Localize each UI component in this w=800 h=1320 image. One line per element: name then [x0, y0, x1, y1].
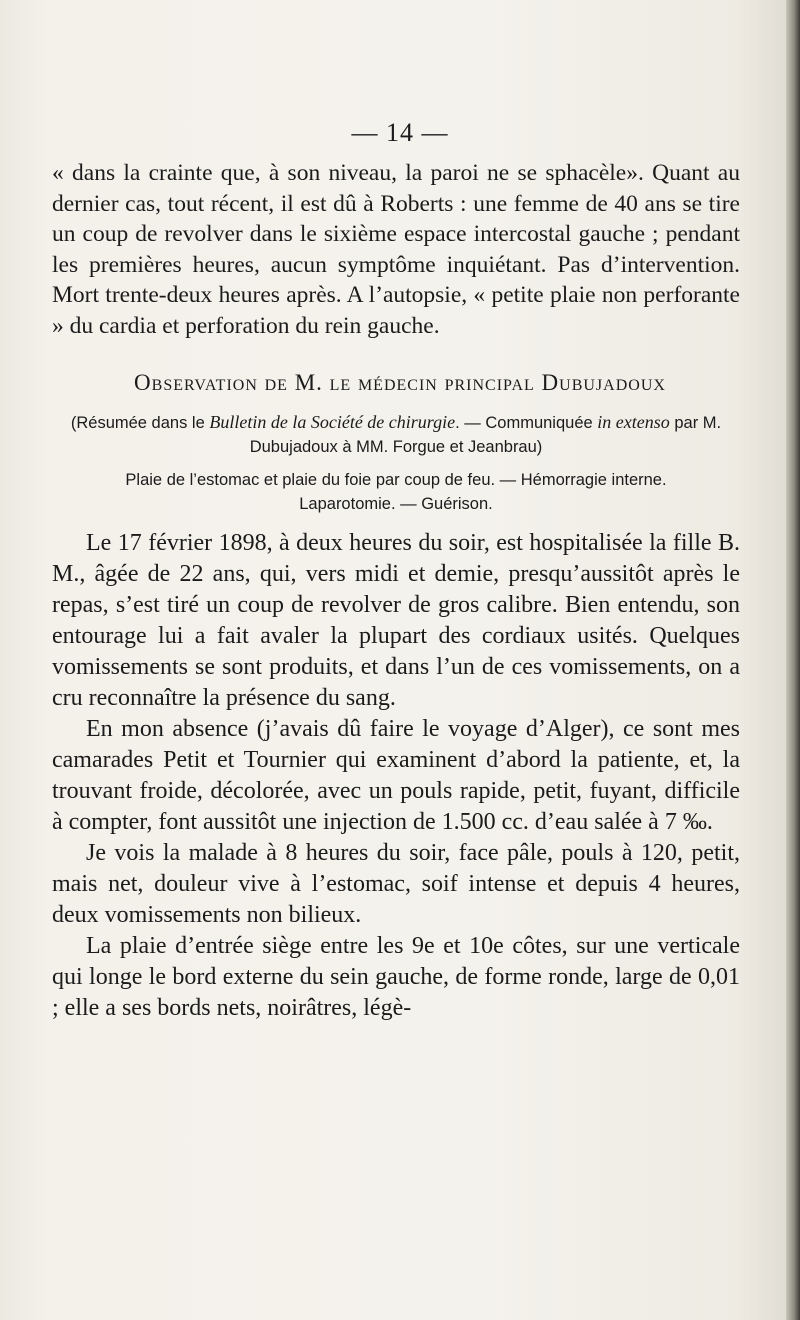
observation-summary	[52, 468, 740, 516]
case-paragraph-1: Le 17 février 1898, à deux heures du soir, est hospitalisée la fille B. M., âgée de 22 ans, qui, vers midi et demie, presqu’aussitôt après le repas, s’est tiré un coup de revolver de gros calibre. Bien entendu, son entourage lui a fait avaler la plupart des cordiaux usités. Quelques vomissements se sont produits, et dans l’un de ces vomissements, on a cru reconnaître la présence du sang.	[52, 530, 740, 711]
observation-heading: Observation de M. le médecin principal Dubujadoux	[134, 370, 666, 395]
opening-paragraph-block	[52, 158, 740, 341]
case-body	[52, 528, 740, 1024]
resume-in-extenso: in extenso	[597, 412, 670, 432]
summary-line-2: Laparotomie. — Guérison.	[299, 495, 493, 513]
book-spine-edge	[786, 0, 800, 1320]
resume-prefix: (Résumée dans le	[70, 414, 210, 432]
observation-source-note	[52, 410, 740, 459]
case-paragraph-4: La plaie d’entrée siège entre les 9e et 10e côtes, sur une verticale qui longe le bord externe du sein gauche, de forme ronde, large de 0,01 ; elle a ses bords nets, noirâtres, légè-	[52, 933, 740, 1021]
resume-journal: Bulletin de la Société de chirurgie	[209, 412, 456, 432]
page-number: — 14 —	[351, 118, 449, 147]
resume-suffix: par M. Dubujadoux à MM. Forgue et Jeanbrau)	[249, 414, 722, 456]
summary-line-1: Plaie de l’estomac et plaie du foie par coup de feu. — Hémorragie interne.	[125, 471, 667, 489]
opening-paragraph: « dans la crainte que, à son niveau, la paroi ne se sphacèle». Quant au dernier cas, tout récent, il est dû à Roberts : une femme de 40 ans se tire un coup de revolver dans le sixième espace intercostal gauche ; pendant les premières heures, aucun symptôme inquiétant. Pas d’intervention. Mort trente-deux heures après. A l’autopsie, « petite plaie non perforante » du cardia et perforation du rein gauche.	[52, 160, 740, 339]
case-paragraph-2: En mon absence (j’avais dû faire le voyage d’Alger), ce sont mes camarades Petit et Tournier qui examinent d’abord la patiente, et, la trouvant froide, décolorée, avec un pouls rapide, petit, fuyant, difficile à compter, font aussitôt une injection de 1.500 cc. d’eau salée à 7 ‰.	[52, 716, 740, 835]
resume-middle: . — Communiquée	[455, 414, 598, 432]
case-paragraph-3: Je vois la malade à 8 heures du soir, face pâle, pouls à 120, petit, mais net, douleur vive à l’estomac, soif intense et depuis 4 heures, deux vomissements non bilieux.	[52, 840, 740, 928]
